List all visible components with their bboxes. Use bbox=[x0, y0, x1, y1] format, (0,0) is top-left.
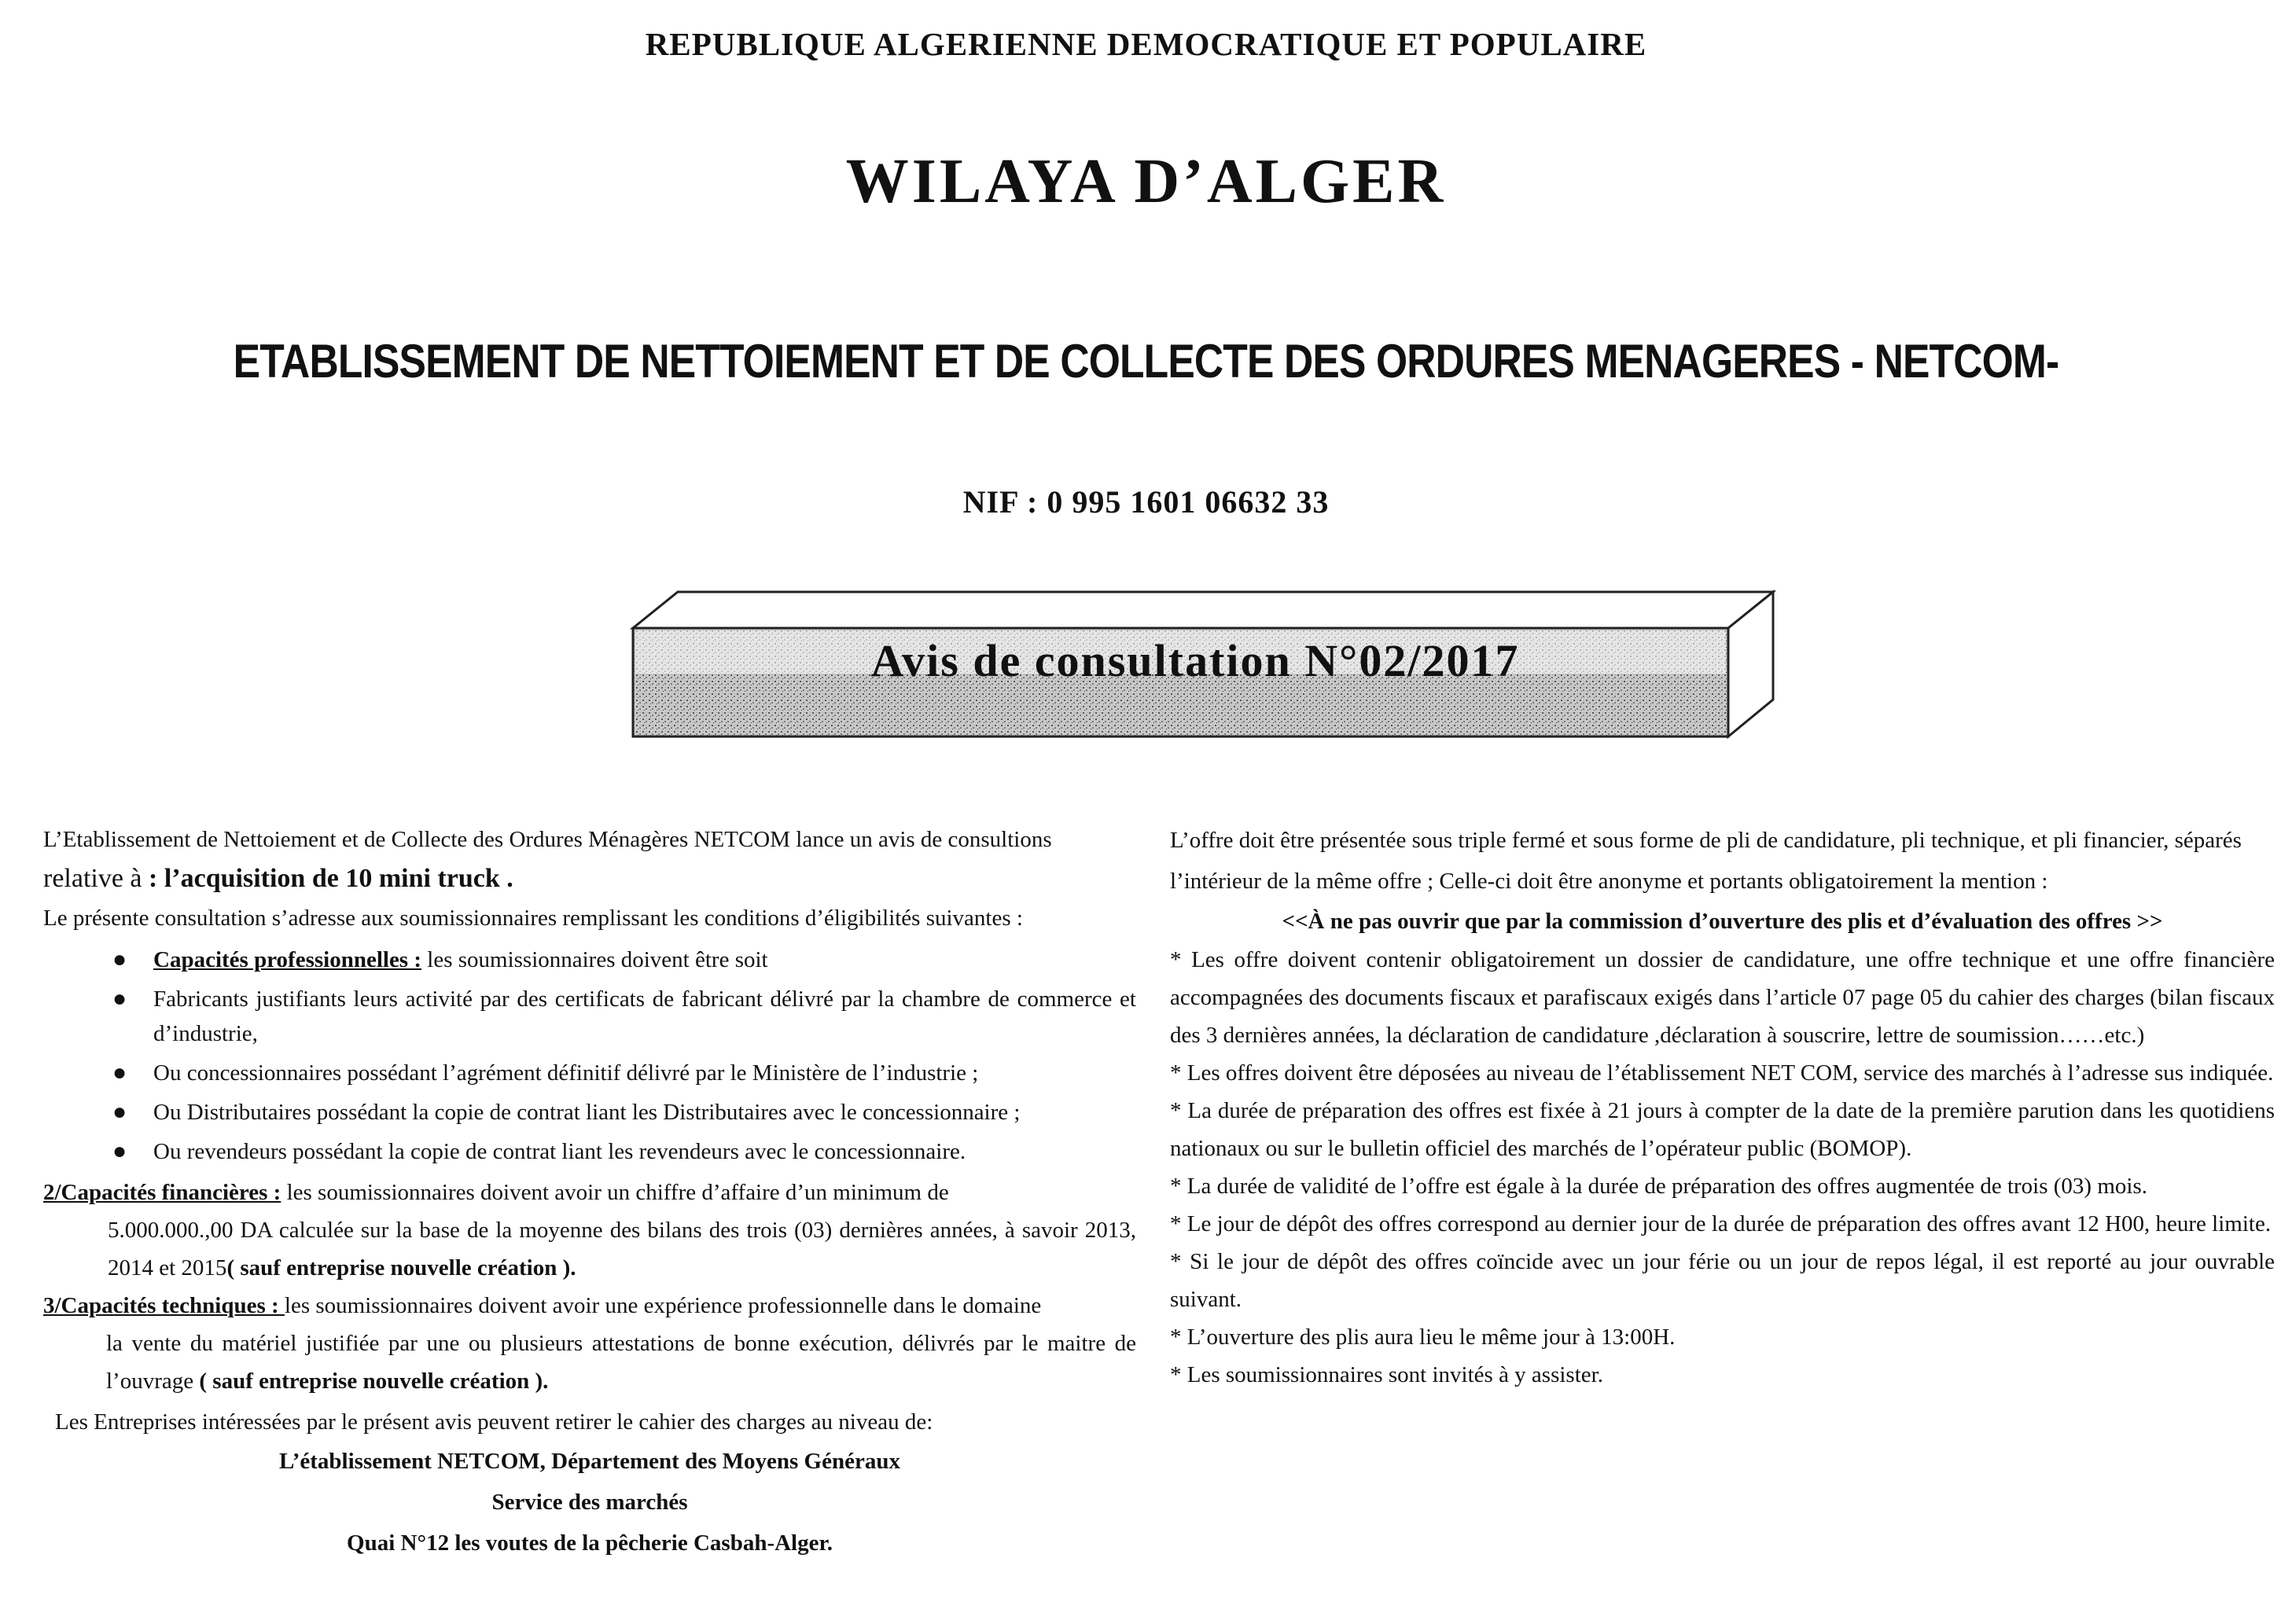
cap2-text: les soumissionnaires doivent avoir un chiffre d’affaire d’un minimum de bbox=[281, 1180, 949, 1205]
list-item-text: Ou Distributaires possédant la copie de contrat liant les Distributaires avec le concessionnaire ; bbox=[153, 1100, 1021, 1125]
offer-format-text: L’offre doit être présentée sous triple fermé et sous forme de pli de candidature, pli technique, et pli financier, séparés bbox=[1170, 828, 2242, 853]
list-item: * L’ouverture des plis aura lieu le même jour à 13:00H. bbox=[1170, 1325, 1676, 1350]
right-column bbox=[1170, 820, 2275, 1394]
bullet-icon: ● bbox=[112, 1060, 127, 1086]
cap3-bold: ( sauf entreprise nouvelle création ). bbox=[199, 1369, 549, 1394]
republic-heading: REPUBLIQUE ALGERIENNE DEMOCRATIQUE ET POPULAIRE bbox=[645, 26, 1647, 62]
financial-capacity-body bbox=[108, 1211, 1136, 1287]
list-item bbox=[43, 1134, 1136, 1169]
address-block bbox=[43, 1441, 1136, 1563]
title-banner bbox=[629, 586, 1777, 743]
wilaya-heading: WILAYA D’ALGER bbox=[845, 147, 1447, 216]
offer-format-text-2: l’intérieur de la même offre ; Celle-ci doit être anonyme et portants obligatoirement la mention : bbox=[1170, 869, 2048, 894]
financial-capacity bbox=[43, 1174, 1136, 1211]
list-item: * Les offre doivent contenir obligatoirement un dossier de candidature, une offre technique et une offre financière accompagnées des documents fiscaux et parafiscaux exigés dans l’article 07 page 05 du cahier des charges (bilan fiscaux des 3 dernières années, la déclaration de candidature ,déclaration à souscrire, lettre de soumission……etc.) bbox=[1170, 947, 2275, 1048]
nif-number: NIF : 0 995 1601 06632 33 bbox=[962, 484, 1330, 520]
cap2-bold: ( sauf entreprise nouvelle création ). bbox=[226, 1255, 576, 1280]
eligibility-list bbox=[43, 942, 1136, 1169]
address-line: Quai N°12 les voutes de la pêcherie Casbah-Alger. bbox=[347, 1530, 833, 1556]
subject-prefix: relative à bbox=[43, 864, 149, 893]
bullet-icon: ● bbox=[112, 1138, 127, 1164]
cap2-body: 5.000.000.,00 DA calculée sur la base de la moyenne des bilans des trois (03) dernières années, à savoir 2013, 2014 et 2015 bbox=[108, 1218, 1136, 1280]
bullet-icon: ● bbox=[112, 1099, 127, 1125]
establishment-heading: ETABLISSEMENT DE NETTOIEMENT ET DE COLLECTE DES ORDURES MENAGERES - NETCOM- bbox=[233, 335, 2059, 388]
retrieve-text: Les Entreprises intéressées par le présent avis peuvent retirer le cahier des charges au niveau de: bbox=[55, 1409, 933, 1435]
address-line: Service des marchés bbox=[491, 1490, 688, 1515]
list-item: * La durée de préparation des offres est fixée à 21 jours à compter de la date de la première parution dans les quotidiens nationaux ou sur le bulletin officiel des marchés de l’opérateur public (BOMOP). bbox=[1170, 1098, 2275, 1161]
list-item-text: les soumissionnaires doivent être soit bbox=[421, 947, 768, 972]
cap2-label: 2/Capacités financières : bbox=[43, 1180, 281, 1205]
list-item: * Les offres doivent être déposées au niveau de l’établissement NET COM, service des marchés à l’adresse sus indiquée. bbox=[1170, 1060, 2274, 1086]
list-item-text: Ou revendeurs possédant la copie de contrat liant les revendeurs avec le concessionnaire. bbox=[153, 1139, 966, 1164]
technical-capacity-body bbox=[106, 1325, 1136, 1400]
list-item-text: Fabricants justifiants leurs activité par des certificats de fabricant délivré par la chambre de commerce et d’industrie, bbox=[153, 987, 1136, 1046]
scope-text: Le présente consultation s’adresse aux soumissionnaires remplissant les conditions d’éligibilités suivantes : bbox=[43, 906, 1023, 931]
subject-bold: : l’acquisition de 10 mini truck . bbox=[149, 864, 513, 893]
intro-text: L’Etablissement de Nettoiement et de Collecte des Ordures Ménagères NETCOM lance un avis de consultions bbox=[43, 827, 1052, 852]
consultation-title: Avis de consultation N°02/2017 bbox=[870, 635, 1520, 686]
list-item bbox=[43, 942, 1136, 977]
subject-line bbox=[43, 859, 1136, 898]
cap1-label: Capacités professionnelles : bbox=[153, 947, 422, 972]
list-item bbox=[43, 982, 1136, 1051]
address-line: L’établissement NETCOM, Département des Moyens Généraux bbox=[279, 1449, 900, 1474]
list-item: * Les soumissionnaires sont invités à y assister. bbox=[1170, 1362, 1603, 1387]
list-item: * La durée de validité de l’offre est égale à la durée de préparation des offres augmentée de trois (03) mois. bbox=[1170, 1174, 2147, 1199]
cap3-body: la vente du matériel justifiée par une ou plusieurs attestations de bonne exécution, délivrés par le maitre de l’ouvrage bbox=[106, 1331, 1136, 1394]
bullet-icon: ● bbox=[112, 946, 127, 972]
list-item: * Le jour de dépôt des offres correspond au dernier jour de la durée de préparation des offres avant 12 H00, heure limite. bbox=[1170, 1211, 2272, 1236]
list-item bbox=[43, 1056, 1136, 1090]
mention-text: <<À ne pas ouvrir que par la commission d’ouverture des plis et d’évaluation des offres >> bbox=[1282, 909, 2163, 934]
cap3-label: 3/Capacités techniques : bbox=[43, 1293, 285, 1318]
list-item bbox=[43, 1095, 1136, 1130]
bullet-icon: ● bbox=[112, 986, 127, 1012]
cap3-text: les soumissionnaires doivent avoir une expérience professionnelle dans le domaine bbox=[284, 1293, 1042, 1318]
technical-capacity bbox=[43, 1287, 1136, 1325]
list-item-text: Ou concessionnaires possédant l’agrément définitif délivré par le Ministère de l’industrie ; bbox=[153, 1060, 979, 1086]
left-column bbox=[43, 820, 1136, 1563]
list-item: * Si le jour de dépôt des offres coïncide avec un jour férie ou un jour de repos légal, il est reporté au jour ouvrable suivant. bbox=[1170, 1249, 2275, 1312]
